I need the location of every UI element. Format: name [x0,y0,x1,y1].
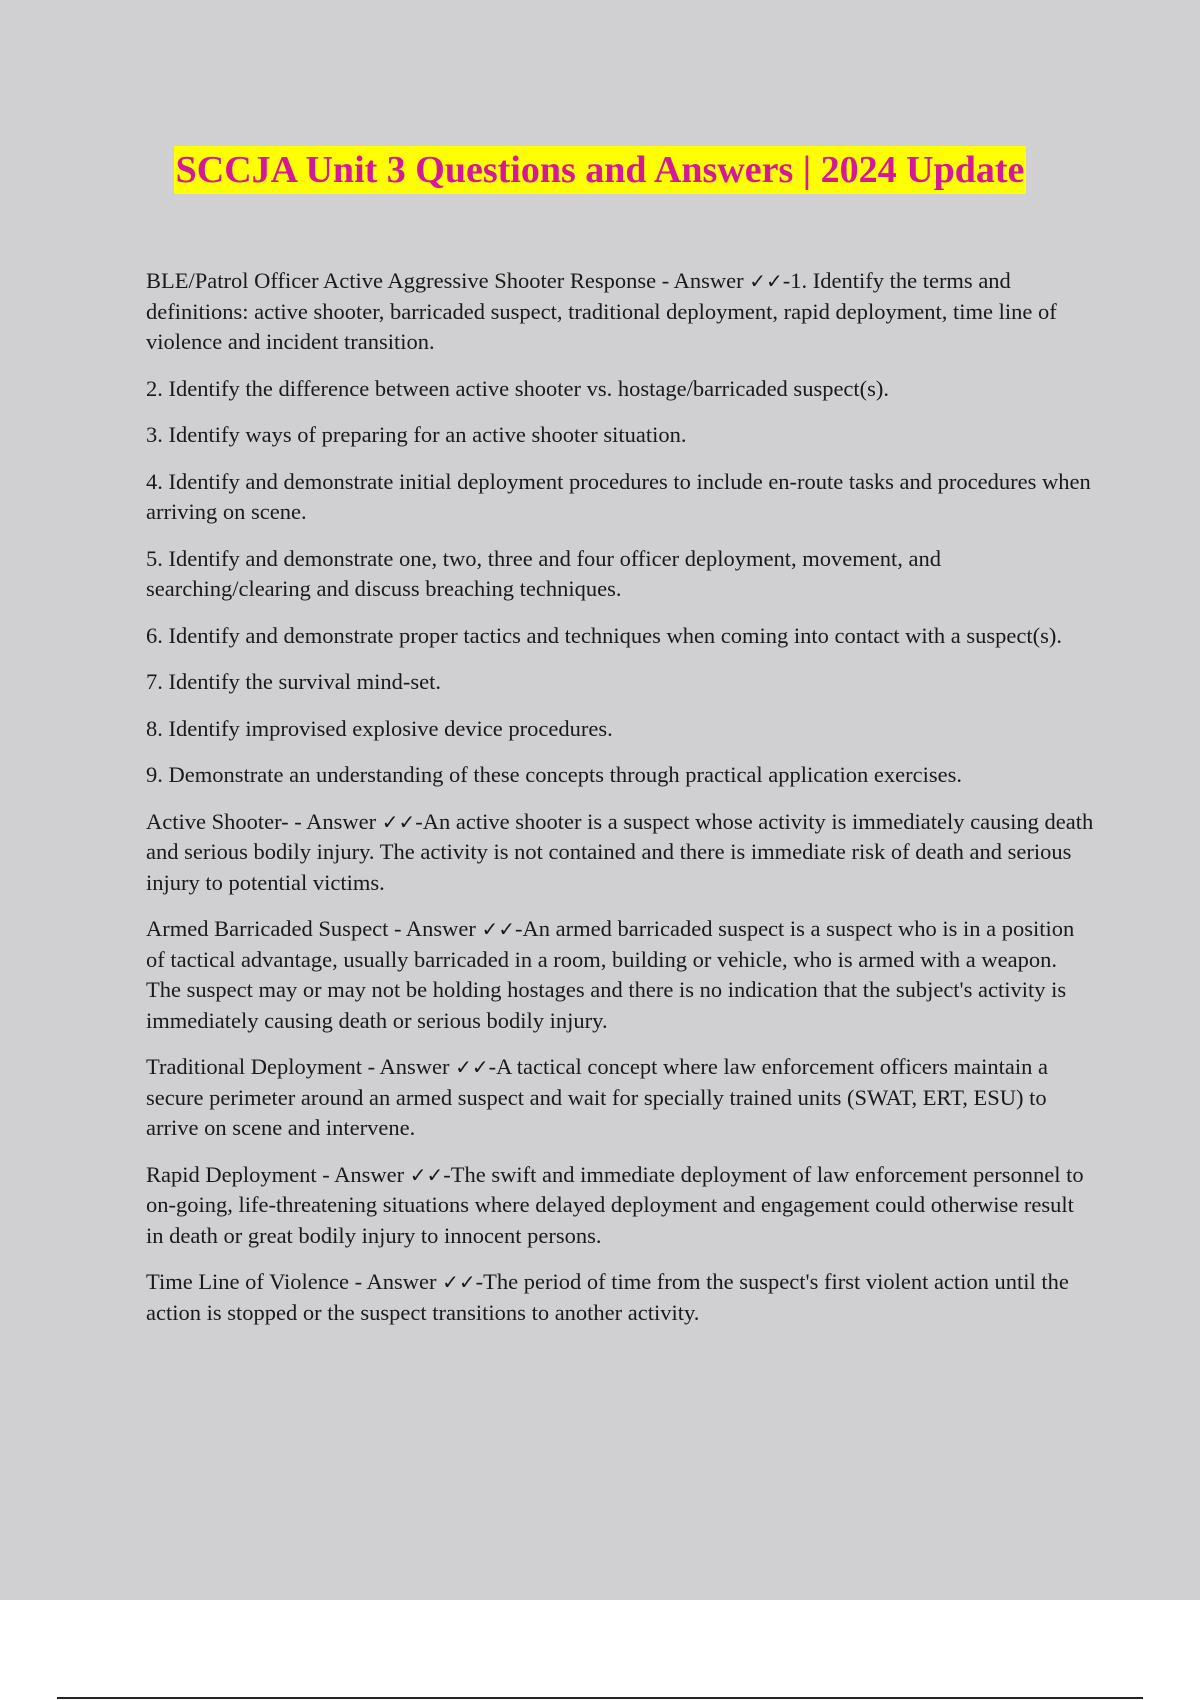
list-item: 9. Demonstrate an understanding of these concepts through practical application exercises. [146,762,962,787]
answer-text: -The period of time from the suspect's first violent action until the action is stopped or the suspect transitions to another activity. [146,1269,1069,1325]
qa-paragraph [146,1160,1096,1252]
answer-text: -The swift and immediate deployment of law enforcement personnel to on-going, life-threatening situations where delayed deployment and engagement could otherwise result in death or great bodily injury to innocent persons. [146,1161,1084,1248]
check-mark-icon: ✓✓ [481,917,516,941]
list-item: 5. Identify and demonstrate one, two, three and four officer deployment, movement, and searching/clearing and discuss breaching techniques. [146,545,941,601]
qa-paragraph [146,807,1096,899]
answer-text: -An armed barricaded suspect is a suspect who is in a position of tactical advantage, usually barricaded in a room, building or vehicle, who is armed with a weapon. The suspect may or may not be holding hostages and there is no indication that the subject's activity is immediately causing death or serious bodily injury. [146,916,1075,1033]
list-item: 2. Identify the difference between active shooter vs. hostage/barricaded suspect(s). [146,375,890,401]
footer-divider [57,1697,1143,1699]
check-mark-icon: ✓✓ [455,1055,489,1079]
list-item: 4. Identify and demonstrate initial deployment procedures to include en-route tasks and procedures when arriving on scene. [146,468,1091,524]
list-item: 8. Identify improvised explosive device procedures. [146,715,613,741]
answer-text: -An active shooter is a suspect whose activity is immediately causing death and serious bodily injury. The activity is not contained and there is immediate risk of death and serious injury to potential victims. [146,808,1094,895]
check-mark-icon: ✓✓ [409,1162,444,1187]
qa-paragraph [146,1052,1096,1144]
question-term: Traditional Deployment - Answer [146,1054,456,1079]
check-mark-icon: ✓✓ [381,809,416,834]
document-body [146,266,1096,1344]
check-mark-icon: ✓✓ [442,1270,476,1294]
qa-paragraph [146,266,1096,358]
question-term: Time Line of Violence - Answer [146,1269,443,1294]
list-item: 6. Identify and demonstrate proper tactics and techniques when coming into contact with a suspect(s). [146,622,1062,648]
check-mark-icon: ✓✓ [749,269,783,293]
question-term: BLE/Patrol Officer Active Aggressive Shooter Response - Answer [146,268,750,293]
qa-paragraph [146,1267,1096,1328]
answer-text: -1. Identify the terms and definitions: active shooter, barricaded suspect, traditional deployment, rapid deployment, time line of violence and incident transition. [146,268,1057,354]
question-term: Rapid Deployment - Answer [146,1161,410,1187]
qa-paragraph [146,914,1096,1036]
question-term: Active Shooter- - Answer [146,808,382,834]
document-title: SCCJA Unit 3 Questions and Answers | 2024 Update [174,146,1027,194]
question-term: Armed Barricaded Suspect - Answer [146,916,482,941]
title-wrap [0,146,1200,194]
list-item: 3. Identify ways of preparing for an active shooter situation. [146,422,687,447]
list-item: 7. Identify the survival mind-set. [146,669,441,694]
answer-text: -A tactical concept where law enforcement officers maintain a secure perimeter around an armed suspect and wait for specially trained units (SWAT, ERT, ESU) to arrive on scene and intervene. [146,1054,1048,1140]
